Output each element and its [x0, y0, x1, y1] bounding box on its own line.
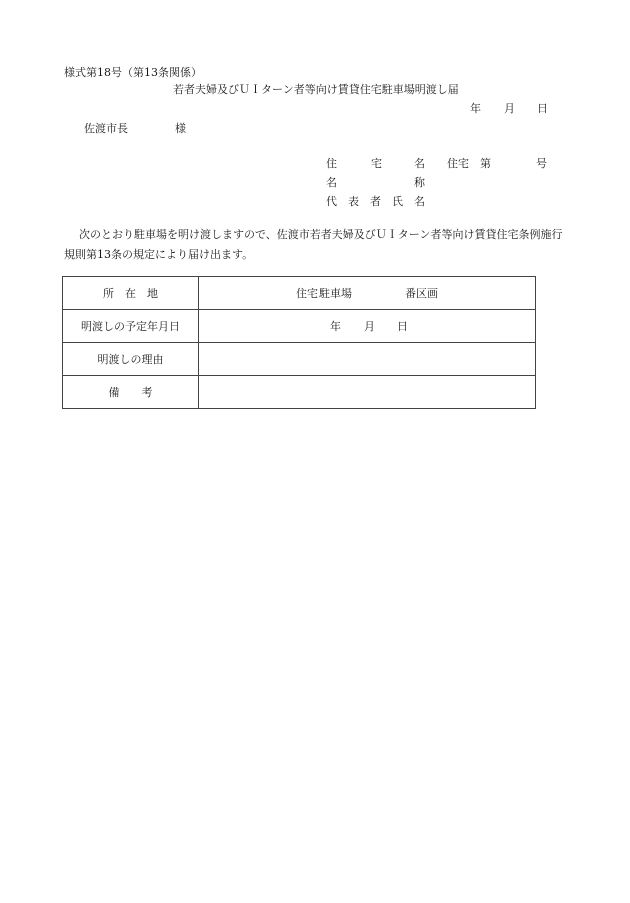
addressee-honorific: 様 — [175, 122, 186, 135]
date-day-label: 日 — [537, 102, 548, 115]
form-table — [62, 276, 536, 409]
label-char: 者 — [370, 195, 381, 208]
location-parking: 駐車場 — [319, 287, 352, 300]
addressee-name: 佐渡市長 — [84, 122, 128, 135]
location-jutaku: 住宅 — [296, 287, 318, 300]
body-line-1: 次のとおり駐車場を明け渡しますので、佐渡市若者夫婦及びＵＩターン者等向け賃貸住宅条例施行 — [79, 228, 563, 241]
document-title: 若者夫婦及びＵＩターン者等向け賃貸住宅駐車場明渡し届 — [173, 83, 459, 96]
label-char: 名 — [414, 157, 425, 170]
row-label: 備 考 — [63, 376, 199, 409]
scheduled-date-field[interactable] — [199, 310, 536, 343]
label-char: 名 — [414, 195, 425, 208]
scheduled-year: 年 — [330, 320, 341, 333]
form-number: 様式第18号（第13条関係） — [64, 66, 202, 79]
applicant-name-row — [326, 177, 556, 196]
label-char: 宅 — [371, 157, 382, 170]
applicant-rep-row — [326, 196, 556, 215]
label-char: 氏 — [392, 195, 403, 208]
row-label: 明渡しの理由 — [63, 343, 199, 376]
address-value-go: 号 — [536, 157, 547, 170]
scheduled-month: 月 — [364, 320, 375, 333]
body-text — [64, 225, 574, 265]
table-row — [63, 277, 536, 310]
row-label: 明渡しの予定年月日 — [63, 310, 199, 343]
address-value-prefix: 住宅 — [447, 157, 469, 170]
row-label: 所 在 地 — [63, 277, 199, 310]
address-value-dai: 第 — [480, 157, 491, 170]
date-month-label: 月 — [504, 102, 515, 115]
reason-field[interactable] — [199, 343, 536, 376]
scheduled-day: 日 — [397, 320, 408, 333]
table-row — [63, 310, 536, 343]
date-year-label: 年 — [470, 102, 481, 115]
label-char: 代 — [326, 195, 337, 208]
applicant-address-row — [326, 158, 556, 177]
label-char: 住 — [326, 157, 337, 170]
remarks-field[interactable] — [199, 376, 536, 409]
label-char: 名 — [326, 176, 337, 189]
body-line-2: 規則第13条の規定により届け出ます。 — [64, 248, 254, 261]
label-char: 表 — [348, 195, 359, 208]
label-char: 称 — [414, 176, 425, 189]
applicant-block — [326, 158, 556, 215]
location-field[interactable] — [199, 277, 536, 310]
table-row — [63, 376, 536, 409]
location-section: 番区画 — [405, 287, 438, 300]
table-row — [63, 343, 536, 376]
